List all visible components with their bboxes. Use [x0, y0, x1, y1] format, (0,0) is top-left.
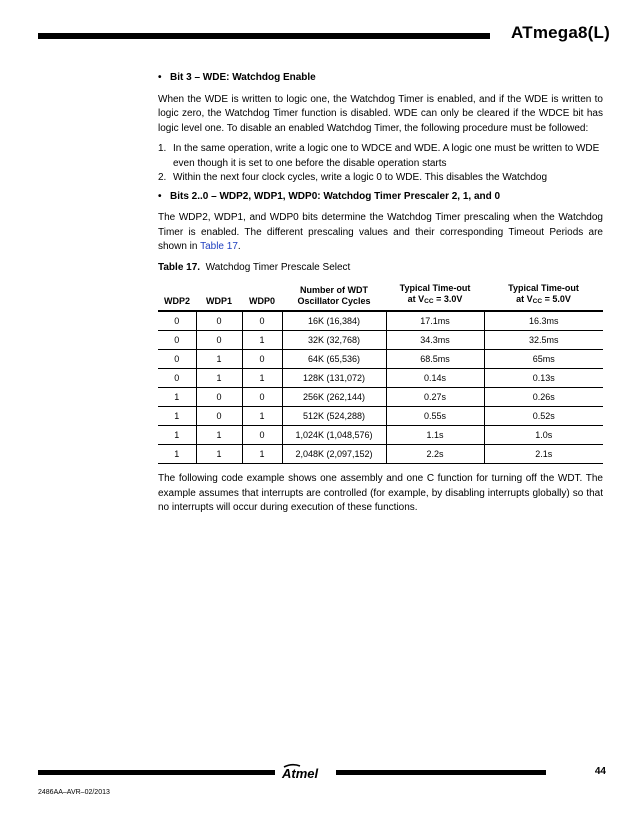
page-content — [158, 71, 603, 522]
table-cell: 0 — [196, 311, 242, 331]
table-cell: 1.1s — [386, 426, 484, 445]
table-cell: 0 — [158, 331, 196, 350]
table-row — [158, 311, 603, 331]
table-header-row — [158, 281, 603, 311]
footer-rule-left — [38, 770, 275, 775]
header-rule — [38, 33, 490, 39]
table-cell: 0 — [196, 388, 242, 407]
bullet-icon: • — [158, 72, 162, 83]
table-cell: 17.1ms — [386, 311, 484, 331]
table-cell: 128K (131,072) — [282, 369, 386, 388]
table-row — [158, 331, 603, 350]
table-cell: 0 — [196, 331, 242, 350]
table-cell: 1 — [196, 426, 242, 445]
table-cell: 0.55s — [386, 407, 484, 426]
table-cell: 1 — [158, 388, 196, 407]
col-header-wdp0: WDP0 — [242, 281, 282, 311]
table-cell: 0 — [242, 350, 282, 369]
table-cell: 1 — [196, 445, 242, 464]
table-cell: 1 — [242, 369, 282, 388]
table-cell: 0 — [242, 388, 282, 407]
table-cell: 2,048K (2,097,152) — [282, 445, 386, 464]
table-cell: 16K (16,384) — [282, 311, 386, 331]
col-header-cycles: Number of WDT Oscillator Cycles — [282, 281, 386, 311]
closing-paragraph: The following code example shows one assembly and one C function for turning off the WDT. The example assumes that interrupts are controlled (for example, by disabling interrupts globally) so that no interrupts will occur during execution of these functions. — [158, 473, 603, 513]
table-row — [158, 369, 603, 388]
step-item: 2. Within the next four clock cycles, write a logic 0 to WDE. This disables the Watchdog — [158, 172, 548, 183]
wdp-description: The WDP2, WDP1, and WDP0 bits determine the Watchdog Timer prescaling when the Watchdog Timer is enabled. The different prescaling values and their corresponding Timeout Periods are shown in Table 17. — [158, 212, 603, 252]
page-title: ATmega8(L) — [511, 23, 610, 42]
table-row — [158, 388, 603, 407]
section-heading-wdp: • Bits 2..0 – WDP2, WDP1, WDP0: Watchdog Timer Prescaler 2, 1, and 0 — [158, 190, 603, 205]
table-cell: 1 — [158, 407, 196, 426]
table-cell: 1,024K (1,048,576) — [282, 426, 386, 445]
table-cell: 0.13s — [484, 369, 603, 388]
table-cell: 0 — [158, 369, 196, 388]
table-caption: Table 17. Watchdog Timer Prescale Select — [158, 261, 351, 273]
table-cell: 0.26s — [484, 388, 603, 407]
table-row — [158, 407, 603, 426]
table-cell: 1 — [158, 445, 196, 464]
table-cell: 0 — [242, 426, 282, 445]
table-cell: 2.2s — [386, 445, 484, 464]
table-cell: 68.5ms — [386, 350, 484, 369]
col-header-timeout-5v: Typical Time-out at VCC = 5.0V — [484, 281, 603, 311]
table-cell: 1 — [242, 331, 282, 350]
table-cell: 0.52s — [484, 407, 603, 426]
table-cell: 1 — [196, 369, 242, 388]
document-id: 2486AA–AVR–02/2013 — [38, 789, 110, 796]
table-row — [158, 445, 603, 464]
wde-description: When the WDE is written to logic one, the Watchdog Timer is enabled, and if the WDE is written to logic zero, the Watchdog Timer function is disabled. WDE can only be cleared if the WDCE bit has logic level one. To disable an enabled Watchdog Timer, the following procedure must be followed: — [158, 93, 603, 134]
table-cell: 0 — [158, 311, 196, 331]
section-heading-wde: • Bit 3 – WDE: Watchdog Enable — [158, 71, 603, 86]
bullet-icon: • — [158, 190, 162, 202]
table-row — [158, 426, 603, 445]
col-header-wdp1: WDP1 — [196, 281, 242, 311]
table-cell: 0.27s — [386, 388, 484, 407]
table-cell: 1 — [242, 445, 282, 464]
atmel-logo — [280, 762, 336, 782]
table-cell: 1 — [196, 350, 242, 369]
col-header-wdp2: WDP2 — [158, 281, 196, 311]
table-cell: 1 — [158, 426, 196, 445]
table-cell: 32.5ms — [484, 331, 603, 350]
col-header-timeout-3v: Typical Time-out at VCC = 3.0V — [386, 281, 484, 311]
prescale-table — [158, 281, 603, 464]
table-row — [158, 350, 603, 369]
svg-text:Atmel: Atmel — [282, 766, 319, 781]
table-cell: 34.3ms — [386, 331, 484, 350]
table-cell: 1 — [242, 407, 282, 426]
page-number: 44 — [594, 766, 606, 777]
table-cell: 65ms — [484, 350, 603, 369]
table-17-link[interactable]: Table 17 — [200, 241, 238, 252]
table-cell: 512K (524,288) — [282, 407, 386, 426]
table-cell: 0 — [158, 350, 196, 369]
table-cell: 256K (262,144) — [282, 388, 386, 407]
table-cell: 64K (65,536) — [282, 350, 386, 369]
table-cell: 0 — [242, 311, 282, 331]
table-cell: 1.0s — [484, 426, 603, 445]
table-cell: 16.3ms — [484, 311, 603, 331]
table-cell: 0.14s — [386, 369, 484, 388]
footer-rule-right — [336, 770, 546, 775]
table-cell: 32K (32,768) — [282, 331, 386, 350]
step-item: 1. In the same operation, write a logic one to WDCE and WDE. A logic one must be written to WDE even though it is set to one before the disable operation starts — [158, 143, 600, 169]
table-cell: 2.1s — [484, 445, 603, 464]
table-cell: 0 — [196, 407, 242, 426]
